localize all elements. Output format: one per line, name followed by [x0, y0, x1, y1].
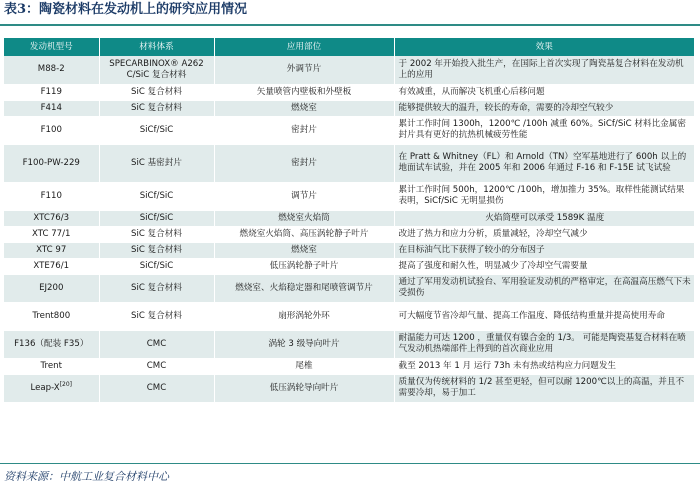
data-table: [4, 38, 694, 403]
cell-material: SiCf/SiC: [99, 116, 214, 144]
cell-part: 低压涡轮静子叶片: [214, 258, 394, 274]
source-note: 资料来源：中航工业复合材料中心: [4, 470, 169, 483]
table-row: [4, 100, 694, 116]
cell-part: 燃烧室火焰筒: [214, 210, 394, 226]
table-body: [4, 56, 694, 402]
header-material: 材料体系: [99, 38, 214, 56]
cell-model: XTC 77/1: [4, 226, 99, 242]
cell-model: Trent: [4, 358, 99, 374]
table-row: [4, 116, 694, 144]
cell-part: 密封片: [214, 144, 394, 182]
cell-model: F414: [4, 100, 99, 116]
cell-effect: 耐温能力可达 1200 ，重量仅有镍合金的 1/3。 可能是陶瓷基复合材料在喷气发动机热端部件上得到的首次商业应用: [394, 330, 694, 358]
table-row: [4, 374, 694, 402]
cell-part: 低压涡轮导向叶片: [214, 374, 394, 402]
table-row: [4, 242, 694, 258]
cell-model: F110: [4, 182, 99, 210]
page-title: 表3：陶瓷材料在发动机上的研究应用情况: [4, 2, 248, 17]
header-part: 应用部位: [214, 38, 394, 56]
cell-part: 燃烧室: [214, 100, 394, 116]
cell-effect: 能够提供较大的温升，较长的寿命，需要的冷却空气较少: [394, 100, 694, 116]
cell-model: Trent800: [4, 302, 99, 330]
cell-model: EJ200: [4, 274, 99, 302]
cell-effect: 在 Pratt & Whitney（FL）和 Arnold（TN）空军基地进行了 600h 以上的地面试车试验，并在 2005 年和 2006 年通过 F-16 和 F-15E 试飞试验: [394, 144, 694, 182]
table-header-row: [4, 38, 694, 56]
cell-part: 尾椎: [214, 358, 394, 374]
cell-material: SiC 复合材料: [99, 100, 214, 116]
cell-effect: 累计工作时间 1300h，1200℃ /100h 减重 60%。SiCf/SiC 材料比金属密封片具有更好的抗热机械疲劳性能: [394, 116, 694, 144]
cell-model: F100: [4, 116, 99, 144]
cell-material: SiCf/SiC: [99, 258, 214, 274]
bottom-divider: [0, 463, 700, 464]
cell-material: SiC 复合材料: [99, 302, 214, 330]
cell-part: 矢量喷管内壁板和外壁板: [214, 84, 394, 100]
cell-model: F136（配装 F35）: [4, 330, 99, 358]
cell-material: CMC: [99, 330, 214, 358]
table-row: [4, 274, 694, 302]
cell-material: SiC 基密封片: [99, 144, 214, 182]
cell-part: 外调节片: [214, 56, 394, 84]
cell-effect: 有效减重，从而解决飞机重心后移问题: [394, 84, 694, 100]
table-row: [4, 144, 694, 182]
table-row: [4, 210, 694, 226]
cell-model: M88-2: [4, 56, 99, 84]
cell-effect: 累计工作时间 500h，1200℃ /100h，增加推力 35%。取样性能测试结果表明，SiCf/SiC 无明显损伤: [394, 182, 694, 210]
cell-effect: 截至 2013 年 1 月 运行 73h 未有热或结构应力问题发生: [394, 358, 694, 374]
cell-material: CMC: [99, 358, 214, 374]
cell-effect: 改进了热力和应力分析，质量减轻，冷却空气减少: [394, 226, 694, 242]
table-row: [4, 56, 694, 84]
cell-part: 调节片: [214, 182, 394, 210]
cell-part: 燃烧室火焰筒、高压涡轮静子叶片: [214, 226, 394, 242]
cell-part: 燃烧室、火焰稳定器和尾喷管调节片: [214, 274, 394, 302]
table-row: [4, 182, 694, 210]
cell-model: XTE76/1: [4, 258, 99, 274]
cell-effect: 在目标油气比下获得了较小的分布因子: [394, 242, 694, 258]
cell-effect: 可大幅度节省冷却气量、提高工作温度、降低结构重量并提高使用寿命: [394, 302, 694, 330]
cell-model: XTC 97: [4, 242, 99, 258]
title-divider: [0, 24, 700, 26]
cell-model: F100-PW-229: [4, 144, 99, 182]
reference-superscript: [20]: [59, 380, 73, 388]
cell-effect: 提高了强度和耐久性，明显减少了冷却空气需要量: [394, 258, 694, 274]
cell-material: SiCf/SiC: [99, 210, 214, 226]
cell-effect: 于 2002 年开始投入批生产，在国际上首次实现了陶瓷基复合材料在发动机上的应用: [394, 56, 694, 84]
cell-material: SiC 复合材料: [99, 226, 214, 242]
cell-effect: 通过了军用发动机试验台、军用验证发动机的严格审定，在高温高压燃气下未受损伤: [394, 274, 694, 302]
table-row: [4, 330, 694, 358]
cell-material: SiC 复合材料: [99, 274, 214, 302]
table-row: [4, 84, 694, 100]
table-row: [4, 258, 694, 274]
cell-part: 密封片: [214, 116, 394, 144]
header-effect: 效果: [394, 38, 694, 56]
table-row: [4, 226, 694, 242]
cell-model: XTC76/3: [4, 210, 99, 226]
cell-material: SiC 复合材料: [99, 84, 214, 100]
cell-part: 燃烧室: [214, 242, 394, 258]
table-row: [4, 302, 694, 330]
cell-material: SiC 复合材料: [99, 242, 214, 258]
table-row: [4, 358, 694, 374]
cell-part: 涡轮 3 级导向叶片: [214, 330, 394, 358]
cell-material: SiCf/SiC: [99, 182, 214, 210]
cell-material: CMC: [99, 374, 214, 402]
header-model: 发动机型号: [4, 38, 99, 56]
cell-model: F119: [4, 84, 99, 100]
cell-effect: 质量仅为传统材料的 1/2 甚至更轻，但可以耐 1200℃以上的高温，并且不需要冷却，易于加工: [394, 374, 694, 402]
cell-material: SPECARBINOX® A262 C/SiC 复合材料: [99, 56, 214, 84]
cell-effect: 火焰筒壁可以承受 1589K 温度: [394, 210, 694, 226]
cell-model: Leap-X[20]: [4, 374, 99, 402]
cell-part: 扇形涡轮外环: [214, 302, 394, 330]
